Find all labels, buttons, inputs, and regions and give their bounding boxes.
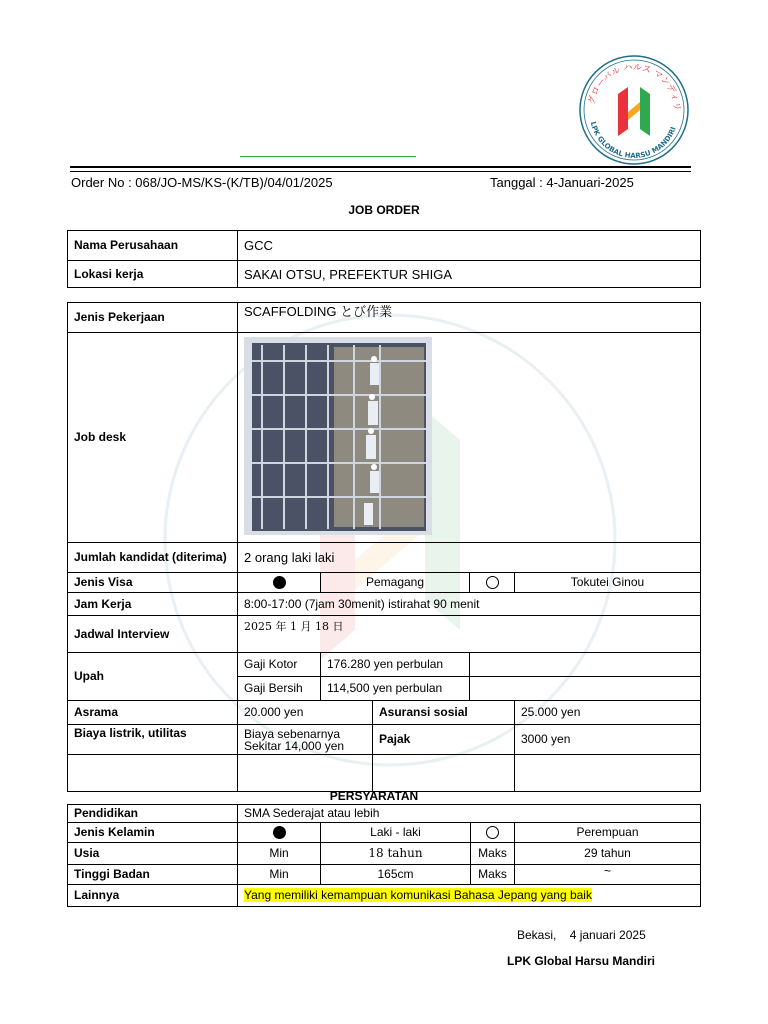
requirements-title: PERSYARATAN — [329, 789, 419, 803]
net-salary-empty — [470, 677, 701, 701]
work-location-label: Lokasi kerja — [68, 261, 238, 288]
age-max-value: 29 tahun — [515, 843, 701, 865]
company-name-label: Nama Perusahaan — [68, 231, 238, 261]
empty-cell-3 — [373, 755, 515, 792]
gender-option-2-marker — [471, 823, 515, 843]
height-max-label: Maks — [471, 865, 515, 885]
company-logo — [578, 54, 690, 166]
gender-option-2-label: Perempuan — [515, 823, 701, 843]
job-type-value: SCAFFOLDING とび作業 — [238, 303, 701, 333]
gross-salary-label: Gaji Kotor — [238, 653, 321, 677]
gross-salary-value: 176.280 yen perbulan — [321, 653, 470, 677]
empty-cell-4 — [515, 755, 701, 792]
filled-circle-icon — [273, 826, 286, 839]
job-table — [67, 302, 701, 792]
company-table — [67, 230, 701, 288]
utilities-label: Biaya listrik, utilitas — [68, 725, 238, 755]
header-rule-thick — [70, 166, 691, 168]
height-max-value: ~ — [515, 865, 701, 885]
order-date: Tanggal : 4-Januari-2025 — [490, 175, 634, 190]
job-desk-label: Job desk — [68, 333, 238, 543]
age-max-label: Maks — [471, 843, 515, 865]
visa-option-1-label: Pemagang — [321, 573, 470, 593]
signature-place-date: Bekasi, 4 januari 2025 — [517, 928, 646, 942]
dormitory-value: 20.000 yen — [238, 701, 373, 725]
svg-text:グローバル ハルス マンディリ: グローバル ハルス マンディリ — [587, 62, 682, 112]
visa-option-1-marker — [238, 573, 321, 593]
other-label: Lainnya — [68, 885, 238, 907]
social-insurance-value: 25.000 yen — [515, 701, 701, 725]
gender-option-1-marker — [238, 823, 321, 843]
net-salary-value: 114,500 yen perbulan — [321, 677, 470, 701]
candidate-count-label: Jumlah kandidat (diterima) — [68, 543, 238, 573]
tax-value: 3000 yen — [515, 725, 701, 755]
other-value-cell — [238, 885, 701, 907]
age-min-label: Min — [238, 843, 321, 865]
job-type-label: Jenis Pekerjaan — [68, 303, 238, 333]
work-hours-value: 8:00-17:00 (7jam 30menit) istirahat 90 menit — [238, 593, 701, 616]
height-label: Tinggi Badan — [68, 865, 238, 885]
utilities-value: Biaya sebenarnya Sekitar 14,000 yen — [238, 725, 373, 755]
signature-organization: LPK Global Harsu Mandiri — [507, 954, 656, 968]
salary-label: Upah — [68, 653, 238, 701]
gender-option-1-label: Laki - laki — [321, 823, 471, 843]
empty-circle-icon — [486, 826, 499, 839]
age-label: Usia — [68, 843, 238, 865]
visa-option-2-marker — [470, 573, 515, 593]
header-rule-thin — [70, 171, 691, 172]
job-desk-cell — [238, 333, 701, 543]
green-underline — [240, 156, 416, 157]
education-value: SMA Sederajat atau lebih — [238, 805, 701, 823]
education-label: Pendidikan — [68, 805, 238, 823]
gross-salary-empty — [470, 653, 701, 677]
visa-option-2-label: Tokutei Ginou — [515, 573, 701, 593]
gender-label: Jenis Kelamin — [68, 823, 238, 843]
requirements-table — [67, 804, 701, 907]
height-min-label: Min — [238, 865, 321, 885]
social-insurance-label: Asuransi sosial — [373, 701, 515, 725]
net-salary-label: Gaji Bersih — [238, 677, 321, 701]
empty-cell-2 — [238, 755, 373, 792]
filled-circle-icon — [273, 576, 286, 589]
tax-label: Pajak — [373, 725, 515, 755]
order-number: Order No : 068/JO-MS/KS-(K/TB)/04/01/2025 — [71, 175, 333, 190]
work-location-value: SAKAI OTSU, PREFEKTUR SHIGA — [238, 261, 701, 288]
candidate-count-value: 2 orang laki laki — [238, 543, 701, 573]
empty-circle-icon — [486, 576, 499, 589]
work-hours-label: Jam Kerja — [68, 593, 238, 616]
other-value: Yang memiliki kemampuan komunikasi Bahasa Jepang yang baik — [244, 888, 592, 902]
interview-schedule-label: Jadwal Interview — [68, 616, 238, 653]
height-min-value: 165cm — [321, 865, 471, 885]
age-min-value: 18 tahun — [321, 843, 471, 865]
interview-schedule-value: 2025 年 1 月 18 日 — [238, 616, 701, 653]
scaffolding-photo — [244, 337, 432, 535]
dormitory-label: Asrama — [68, 701, 238, 725]
visa-type-label: Jenis Visa — [68, 573, 238, 593]
document-title: JOB ORDER — [348, 203, 420, 217]
svg-text:LPK GLOBAL HARSU MANDIRI: LPK GLOBAL HARSU MANDIRI — [588, 120, 678, 161]
empty-cell-1 — [68, 755, 238, 792]
company-name-value: GCC — [238, 231, 701, 261]
